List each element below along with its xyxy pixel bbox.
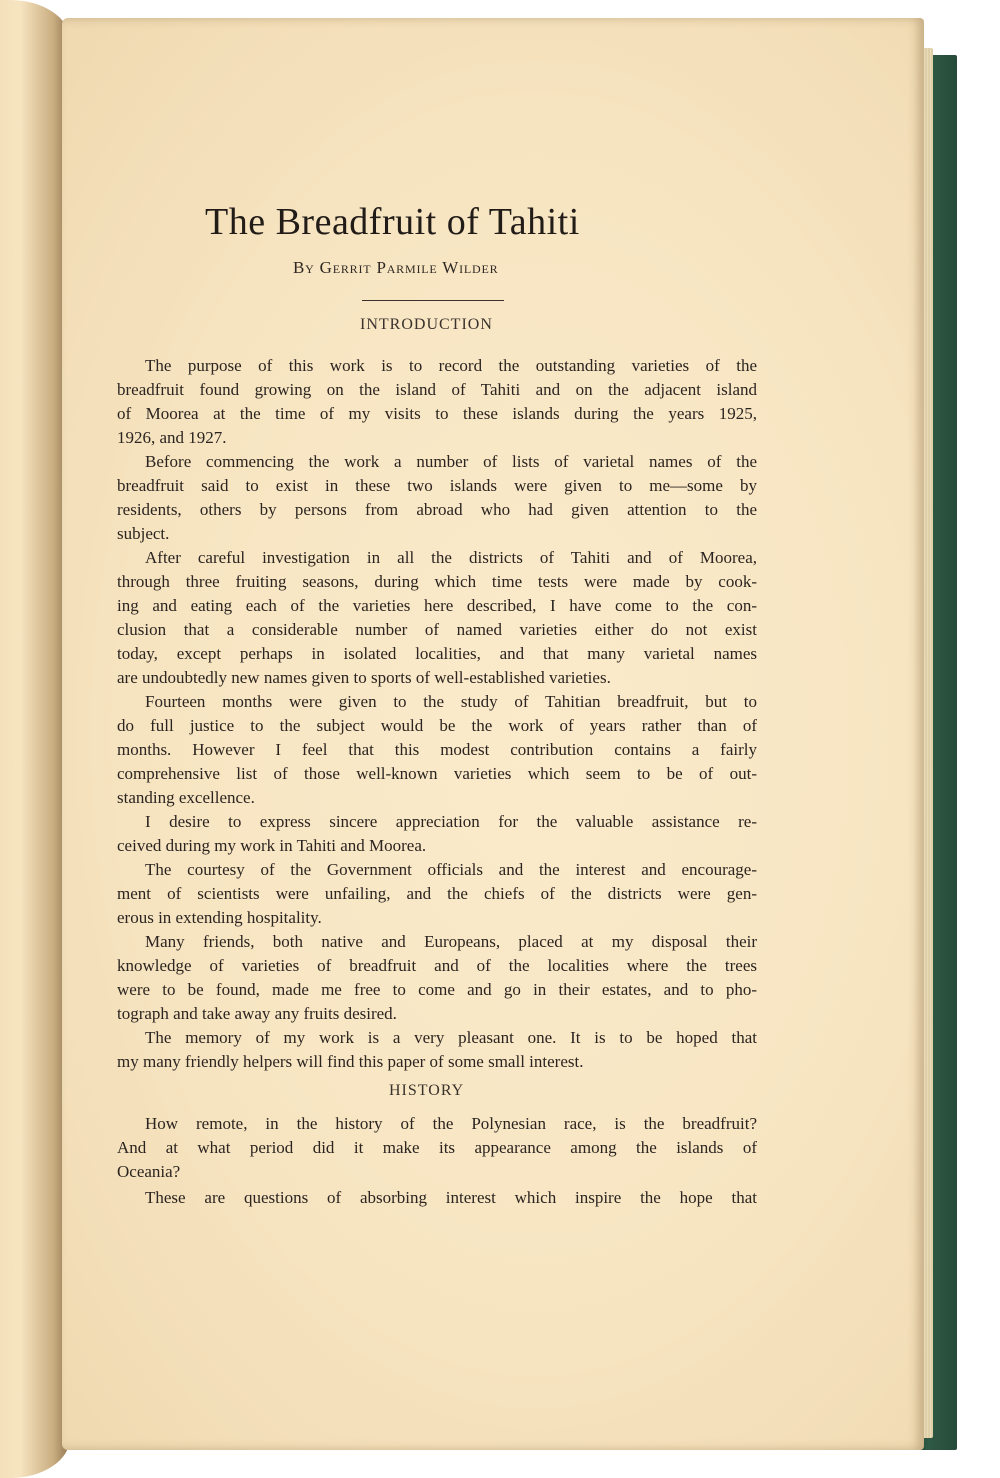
introduction-heading: INTRODUCTION xyxy=(360,316,493,333)
text-line: of Moorea at the time of my visits to these islands during the years 1925, xyxy=(117,404,757,423)
title-rule xyxy=(362,300,504,301)
text-line: Before commencing the work a number of lists of varietal names of the xyxy=(145,452,757,471)
text-line: do full justice to the subject would be the work of years rather than of xyxy=(117,716,757,735)
text-line: standing excellence. xyxy=(117,788,255,807)
article-byline: By Gerrit Parmile Wilder xyxy=(293,258,499,277)
text-line: breadfruit found growing on the island of Tahiti and on the adjacent island xyxy=(117,380,757,399)
text-line: subject. xyxy=(117,524,170,543)
text-line: erous in extending hospitality. xyxy=(117,908,322,927)
history-heading: HISTORY xyxy=(389,1082,465,1099)
text-line: are undoubtedly new names given to sports of well-established varieties. xyxy=(117,668,611,687)
text-line: These are questions of absorbing interest which inspire the hope that xyxy=(145,1188,757,1207)
text-line: tograph and take away any fruits desired. xyxy=(117,1004,397,1023)
text-line: through three fruiting seasons, during which time tests were made by cook- xyxy=(117,572,757,591)
text-line: were to be found, made me free to come and go in their estates, and to pho- xyxy=(117,980,757,999)
text-line: ceived during my work in Tahiti and Moorea. xyxy=(117,836,427,855)
text-line: ment of scientists were unfailing, and the chiefs of the districts were gen- xyxy=(117,884,757,903)
text-line: The courtesy of the Government officials and the interest and encourage- xyxy=(145,860,757,879)
text-line: clusion that a considerable number of named varieties either do not exist xyxy=(117,620,757,639)
article-title: The Breadfruit of Tahiti xyxy=(205,201,580,243)
left-page-curl xyxy=(0,0,70,1478)
text-line: Fourteen months were given to the study of Tahitian breadfruit, but to xyxy=(145,692,757,711)
text-line: residents, others by persons from abroad who had given attention to the xyxy=(117,500,757,519)
text-line: today, except perhaps in isolated localities, and that many varietal names xyxy=(117,644,757,663)
text-line: breadfruit said to exist in these two islands were given to me—some by xyxy=(117,476,757,495)
text-line: After careful investigation in all the districts of Tahiti and of Moorea, xyxy=(145,548,757,567)
text-line: months. However I feel that this modest contribution contains a fairly xyxy=(117,740,757,759)
text-line: I desire to express sincere appreciation for the valuable assistance re- xyxy=(145,812,757,831)
text-line: Many friends, both native and Europeans, placed at my disposal their xyxy=(145,932,757,951)
text-line: And at what period did it make its appearance among the islands of xyxy=(117,1138,757,1157)
text-line: comprehensive list of those well-known varieties which seem to be of out- xyxy=(117,764,757,783)
text-line: my many friendly helpers will find this paper of some small interest. xyxy=(117,1052,584,1071)
text-line: The purpose of this work is to record the outstanding varieties of the xyxy=(145,356,757,375)
text-line: How remote, in the history of the Polynesian race, is the breadfruit? xyxy=(145,1114,757,1133)
text-line: knowledge of varieties of breadfruit and of the localities where the trees xyxy=(117,956,757,975)
text-line: 1926, and 1927. xyxy=(117,428,227,447)
text-line: Oceania? xyxy=(117,1162,181,1181)
text-line: ing and eating each of the varieties here described, I have come to the con- xyxy=(117,596,757,615)
text-line: The memory of my work is a very pleasant one. It is to be hoped that xyxy=(145,1028,757,1047)
